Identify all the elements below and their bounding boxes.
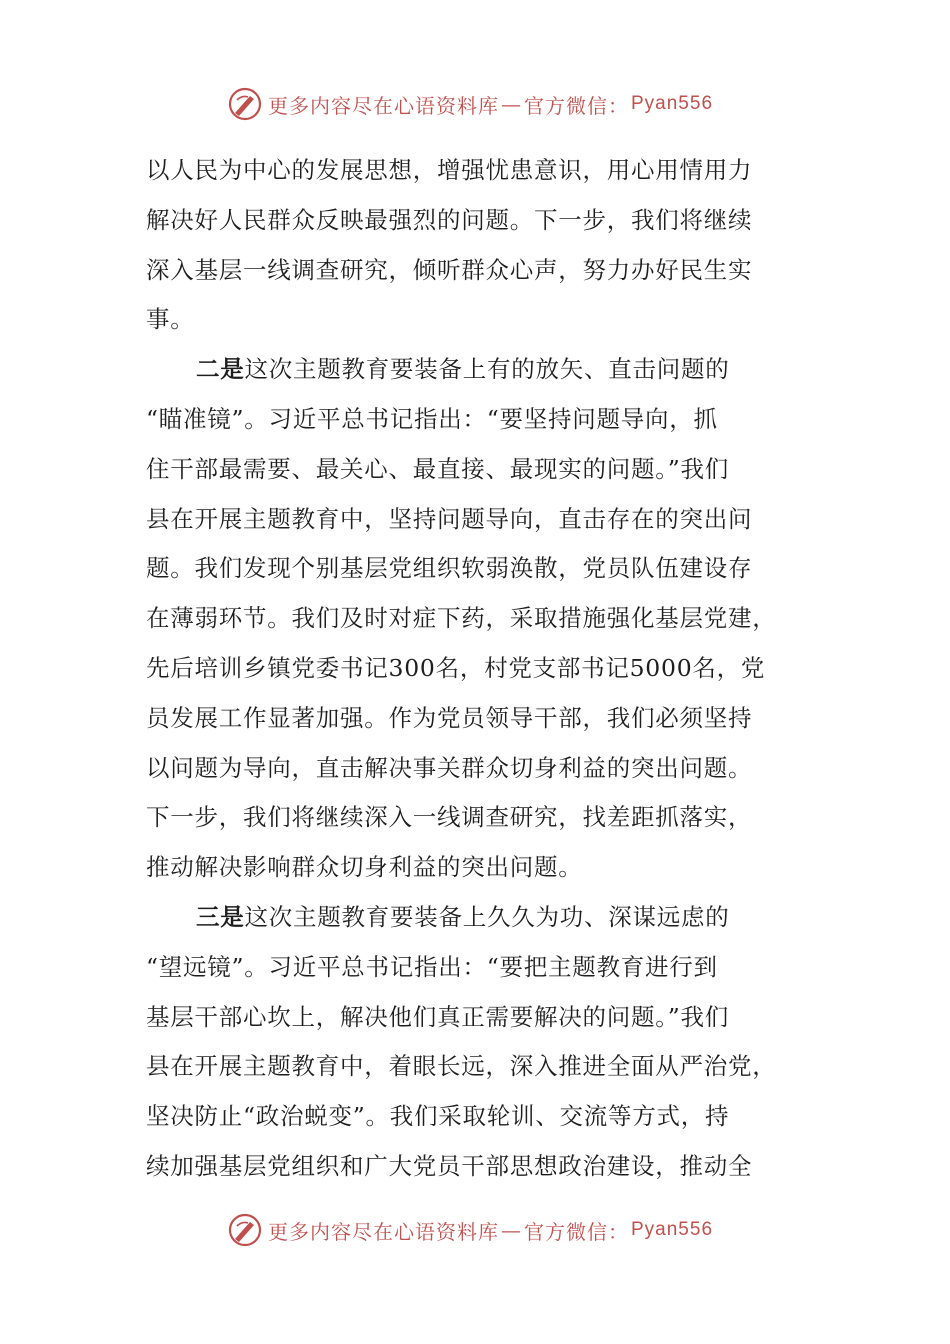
text-line: “瞄准镜”。习近平总书记指出：“要坚持问题导向，抓	[146, 404, 718, 433]
section-two-intro: 这次主题教育要装备上有的放矢、直击问题的	[244, 355, 730, 384]
text-line: 解决好人民群众反映最强烈的问题。下一步，我们将继续	[146, 205, 753, 234]
text-line: 住干部最需要、最关心、最直接、最现实的问题。”我们	[146, 454, 730, 483]
text-line: 先后培训乡镇党委书记300名，村党支部书记5000名，党	[146, 653, 766, 682]
text-line: 基层干部心坎上，解决他们真正需要解决的问题。”我们	[146, 1002, 730, 1031]
footer-watermark	[228, 1212, 748, 1248]
section-three-intro: 这次主题教育要装备上久久为功、深谋远虑的	[244, 902, 730, 931]
wechat-id: Pyan556	[631, 93, 714, 114]
text-line: 题。我们发现个别基层党组织软弱涣散，党员队伍建设存	[146, 554, 753, 583]
text-line: 推动解决影响群众切身利益的突出问题。	[146, 853, 583, 882]
text-line: 下一步，我们将继续深入一线调查研究，找差距抓落实，	[146, 803, 753, 832]
text-line: 县在开展主题教育中，着眼长远，深入推进全面从严治党，	[146, 1052, 777, 1081]
text-line: 深入基层一线调查研究，倾听群众心声，努力办好民生实	[146, 255, 753, 284]
text-line: 员发展工作显著加强。作为党员领导干部，我们必须坚持	[146, 703, 753, 732]
watermark-text: 更多内容尽在心语资料库	[268, 1219, 499, 1244]
section-three-lead: 三是	[196, 902, 245, 931]
document-body	[146, 146, 796, 1192]
watermark-separator: —	[501, 92, 522, 116]
section-two-first-line	[146, 345, 796, 395]
header-watermark	[228, 86, 748, 122]
wechat-label: 官方微信：	[524, 93, 629, 118]
text-line: 县在开展主题教育中，坚持问题导向，直击存在的突出问	[146, 504, 753, 533]
text-line: 以问题为导向，直击解决事关群众切身利益的突出问题。	[146, 753, 753, 782]
pen-logo-icon	[228, 1213, 262, 1247]
text-line: 以人民为中心的发展思想，增强忧患意识，用心用情用力	[146, 156, 753, 184]
watermark-separator: —	[501, 1218, 522, 1242]
text-line: 事。	[146, 305, 195, 334]
text-line: 续加强基层党组织和广大党员干部思想政治建设，推动全	[146, 1151, 753, 1180]
pen-logo-icon	[228, 87, 262, 121]
text-line: 坚决防止“政治蜕变”。我们采取轮训、交流等方式，持	[146, 1102, 730, 1131]
text-line: “望远镜”。习近平总书记指出：“要把主题教育进行到	[146, 952, 718, 981]
section-three-first-line	[146, 893, 796, 943]
watermark-text: 更多内容尽在心语资料库	[268, 93, 499, 118]
text-line: 在薄弱环节。我们及时对症下药，采取措施强化基层党建，	[146, 604, 777, 633]
wechat-id: Pyan556	[631, 1219, 714, 1240]
wechat-label: 官方微信：	[524, 1219, 629, 1244]
section-two-lead: 二是	[196, 355, 245, 384]
